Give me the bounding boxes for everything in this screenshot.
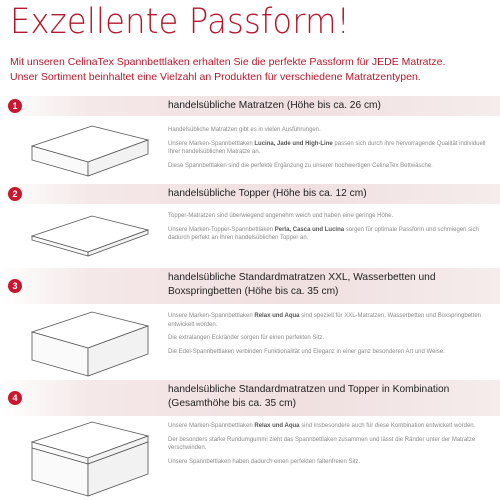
section-number-badge: 1 — [8, 99, 22, 113]
topper-illustration — [30, 214, 150, 264]
section-description — [168, 422, 493, 471]
paragraph: Unsere Marken-Topper-Spannbettlaken Perla, Casca und Lucina sorgen für optimale Passform und schmiegen sich dadurch perfekt an Ihren handelsüblichen Topper an. — [168, 226, 479, 241]
intro-line-1: Mit unseren CelinaTex Spannbettlaken erhalten Sie die perfekte Passform für JEDE Matratze. — [10, 56, 446, 68]
section-heading-line: handelsübliche Standardmatratzen und Topper in Kombination — [168, 384, 450, 395]
section-description — [168, 312, 493, 361]
section-heading-line: handelsübliche Topper (Höhe bis ca. 12 cm) — [168, 188, 367, 199]
section-heading — [168, 271, 436, 299]
boxspring-illustration — [30, 310, 150, 382]
paragraph: Die Edel-Spannbettlaken verbinden Funktionalität und Eleganz in einer ganz besonderen Art und Weise. — [168, 348, 445, 355]
paragraph: Topper-Matratzen sind überwiegend angenehm weich und haben eine geringe Höhe. — [168, 213, 394, 219]
paragraph: Der besonders starke Rundumgummi zieht das Spannbettlaken zusammen und lässt die Ränder unter der Matratze verschwinden. — [168, 436, 476, 451]
intro-line-2: Unser Sortiment beinhaltet eine Vielzahl an Produkten für verschiedene Matratzentypen. — [10, 71, 421, 83]
paragraph: Unsere Marken-Spannbettlaken Relax und Aqua sind insbesondere auch für diese Kombination entwickelt worden. — [168, 423, 476, 429]
paragraph: Handelsübliche Matratzen gibt es in vielen Ausführungen. — [168, 127, 321, 133]
section-number-badge: 2 — [8, 187, 22, 201]
page-title: Exzellente Passform! — [10, 2, 350, 42]
paragraph: Die extralangen Eckränder sorgen für einen perfekten Sitz. — [168, 335, 325, 341]
intro-text — [10, 55, 490, 85]
section-heading-line: Boxspringbetten (Höhe bis ca. 35 cm) — [168, 286, 339, 297]
section-heading-line: handelsübliche Standardmatratzen XXL, Wasserbetten und — [168, 272, 436, 283]
section-heading-line: handelsübliche Matratzen (Höhe bis ca. 26 cm) — [168, 100, 381, 111]
section-number-badge: 3 — [8, 279, 22, 293]
section-heading-line: (Gesamthöhe bis ca. 35 cm) — [168, 398, 296, 409]
section-heading — [168, 99, 381, 113]
section-heading — [168, 187, 367, 201]
mattress-illustration — [30, 124, 150, 184]
combination-illustration — [30, 420, 150, 500]
paragraph: Unsere Marken-Spannbettlaken Lucina, Jade und High-Line passen sich durch ihre hervorragende Qualität individuell Ihrer handelsüblichen Matratze an. — [168, 140, 486, 155]
paragraph: Unsere Marken-Spannbettlaken Relax und Aqua sind speziell für XXL-Matratzen, Wasserbetten und Boxspringbetten entwickelt worden. — [168, 313, 482, 328]
section-description — [168, 212, 493, 248]
paragraph: Unsere Spannbettlaken haben dadurch einen perfekten faltenfreien Sitz. — [168, 458, 361, 465]
paragraph: Diese Spannbettlaken sind die perfekte Ergänzung zu unserer hochwertigen CelinaTex Bettwäsche. — [168, 162, 433, 169]
section-description — [168, 126, 493, 175]
section-heading — [168, 383, 449, 411]
section-number-badge: 4 — [8, 391, 22, 405]
